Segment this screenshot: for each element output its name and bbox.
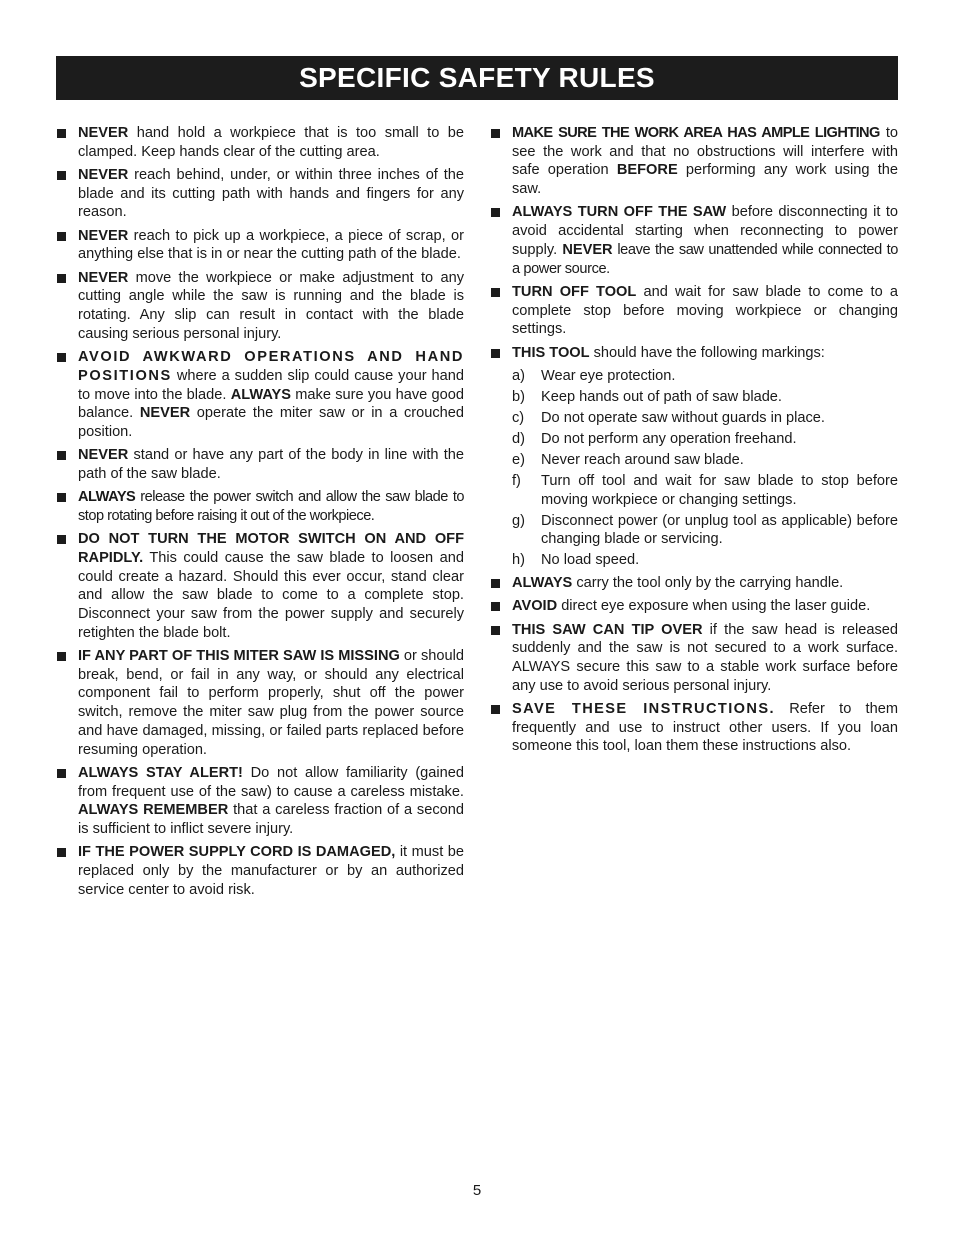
- marking-letter: f): [512, 472, 521, 489]
- square-bullet-icon: [491, 705, 500, 714]
- square-bullet-icon: [57, 232, 66, 241]
- marking-letter: e): [512, 451, 525, 468]
- rule-lead: AVOID AWKWARD OPERATIONS AND HAND POSITIONS: [78, 349, 464, 384]
- marking-text: Wear eye protection.: [541, 367, 676, 384]
- square-bullet-icon: [491, 129, 500, 138]
- marking-text: Disconnect power (or unplug tool as applicable) before changing blade or servicing.: [541, 512, 898, 548]
- rule-emphasis: BEFORE: [616, 162, 678, 179]
- marking-letter: d): [512, 430, 525, 447]
- rule-lead: THIS SAW CAN TIP OVER: [512, 621, 703, 638]
- rule-text: stand or have any part of the body in line with the path of the saw blade.: [78, 447, 464, 482]
- right-column: [490, 124, 898, 761]
- marking-item: [512, 512, 898, 549]
- rule-item: [56, 227, 464, 264]
- rule-text: performing any work using the saw.: [512, 162, 898, 198]
- marking-item: [512, 430, 898, 449]
- rule-text: it must be replaced only by the manufacturer or by an authorized service center to avoid risk.: [78, 844, 464, 898]
- left-column: [56, 124, 464, 904]
- rule-item: [56, 446, 464, 483]
- rule-text: should have the following markings:: [589, 344, 825, 361]
- rule-lead: TURN OFF TOOL: [512, 283, 637, 300]
- marking-text: Keep hands out of path of saw blade.: [541, 388, 782, 405]
- page-title: SPECIFIC SAFETY RULES: [299, 62, 655, 93]
- rule-item: [490, 621, 898, 696]
- rule-lead: NEVER: [78, 125, 129, 141]
- square-bullet-icon: [57, 451, 66, 460]
- rule-lead: NEVER: [78, 167, 129, 183]
- rule-item: [56, 488, 464, 525]
- rule-lead: DO NOT TURN THE MOTOR SWITCH ON AND OFF RAPIDLY.: [78, 531, 464, 566]
- rule-item: [56, 764, 464, 839]
- square-bullet-icon: [491, 208, 500, 217]
- rule-item: [56, 166, 464, 222]
- rule-emphasis: ALWAYS REMEMBER: [78, 802, 229, 819]
- rule-text: that a careless fraction of a second is sufficient to inflict severe injury.: [78, 802, 464, 837]
- marking-letter: a): [512, 367, 525, 384]
- rule-text: reach behind, under, or within three inches of the blade and its cutting path with hands and fingers for any reason.: [78, 167, 464, 221]
- square-bullet-icon: [491, 602, 500, 611]
- rule-text: release the power switch and allow the saw blade to stop rotating before raising it out of the workpiece.: [78, 489, 464, 524]
- rule-text: operate the miter saw or in a crouched position.: [78, 405, 465, 440]
- rule-text: where a sudden slip could cause your hand to move into the blade.: [78, 367, 464, 403]
- rule-item: [56, 647, 464, 759]
- square-bullet-icon: [57, 129, 66, 138]
- rule-item: [56, 124, 464, 161]
- square-bullet-icon: [491, 288, 500, 297]
- marking-item: [512, 451, 898, 470]
- rule-lead: MAKE SURE THE WORK AREA HAS AMPLE LIGHTING: [512, 125, 880, 141]
- marking-letter: c): [512, 409, 525, 426]
- rule-emphasis: ALWAYS: [230, 386, 291, 403]
- square-bullet-icon: [57, 848, 66, 857]
- rule-item: [490, 700, 898, 756]
- rule-text: or should break, bend, or fail in any way, or should any electrical component fail to perform properly, shut off the power switch, remove the miter saw plug from the power source and have damaged, missing, or failed parts replaced before resuming operation.: [78, 648, 464, 758]
- square-bullet-icon: [57, 535, 66, 544]
- square-bullet-icon: [57, 652, 66, 661]
- rule-item: [490, 203, 898, 278]
- rule-text: if the saw head is released suddenly and the saw is not secured to a work surface. ALWAYS secure this saw to a stable work surface before any use to avoid serious personal injury.: [512, 621, 898, 694]
- rule-item: [56, 843, 464, 899]
- rule-text: move the workpiece or make adjustment to any cutting angle while the saw is running and the blade is rotating. Any slip can result in contact with the blade causing serious personal injury.: [78, 269, 464, 342]
- rule-lead: IF THE POWER SUPPLY CORD IS DAMAGED,: [78, 844, 396, 861]
- marking-letter: h): [512, 552, 525, 569]
- rule-item: [56, 530, 464, 642]
- rule-item: [490, 283, 898, 339]
- rule-emphasis: NEVER: [139, 405, 191, 422]
- rule-text: to see the work and that no obstructions will interfere with safe operation: [512, 125, 898, 179]
- rule-item: [490, 124, 898, 199]
- rule-text: before disconnecting it to avoid accidental starting when reconnecting to power supply.: [512, 204, 898, 258]
- marking-text: Never reach around saw blade.: [541, 451, 744, 468]
- rule-item: [56, 348, 464, 442]
- marking-item: [512, 551, 898, 570]
- marking-text: No load speed.: [541, 552, 640, 569]
- marking-item: [512, 472, 898, 509]
- square-bullet-icon: [57, 353, 66, 362]
- square-bullet-icon: [491, 626, 500, 635]
- rule-lead: ALWAYS TURN OFF THE SAW: [512, 204, 727, 221]
- rule-emphasis: NEVER: [562, 241, 613, 258]
- marking-text: Do not operate saw without guards in place.: [541, 409, 825, 426]
- page-number: 5: [472, 1182, 482, 1199]
- rule-text: carry the tool only by the carrying handle.: [572, 574, 844, 591]
- square-bullet-icon: [57, 274, 66, 283]
- marking-item: [512, 409, 898, 428]
- marking-text: Do not perform any operation freehand.: [541, 430, 797, 447]
- rule-item: [490, 574, 898, 593]
- markings-list: [490, 367, 898, 570]
- marking-letter: b): [512, 388, 525, 405]
- rule-lead: ALWAYS: [78, 489, 136, 506]
- marking-item: [512, 367, 898, 386]
- title-bar: [56, 56, 898, 100]
- rule-item: [490, 344, 898, 363]
- rule-text: leave the saw unattended while connected to a power source.: [512, 241, 898, 277]
- rule-lead: SAVE THESE INSTRUCTIONS.: [512, 700, 775, 717]
- rule-lead: NEVER: [78, 269, 129, 286]
- square-bullet-icon: [57, 769, 66, 778]
- rule-item: [56, 269, 464, 344]
- rule-text: and wait for saw blade to come to a complete stop before moving workpiece or changing settings.: [512, 283, 898, 338]
- square-bullet-icon: [57, 493, 66, 502]
- square-bullet-icon: [491, 579, 500, 588]
- rule-lead: IF ANY PART OF THIS MITER SAW IS MISSING: [78, 648, 400, 665]
- square-bullet-icon: [57, 171, 66, 180]
- rule-text: reach to pick up a workpiece, a piece of scrap, or anything else that is in or near the cutting path of the blade.: [78, 227, 464, 263]
- marking-item: [512, 388, 898, 407]
- rule-item: [490, 597, 898, 616]
- rule-lead: THIS TOOL: [512, 344, 590, 361]
- rule-text: Refer to them frequently and use to instruct other users. If you loan someone this tool, loan them these instructions also.: [512, 700, 899, 755]
- rule-text: hand hold a workpiece that is too small to be clamped. Keep hands clear of the cutting area.: [78, 125, 464, 160]
- rule-text: This could cause the saw blade to loosen and could create a hazard. Should this ever occur, stand clear and allow the saw blade to come to a complete stop. Disconnect your saw from the power supply and securely retighten the blade bolt.: [78, 549, 464, 641]
- rule-text: direct eye exposure when using the laser guide.: [557, 598, 871, 615]
- rule-text: make sure you have good balance.: [78, 386, 464, 422]
- marking-letter: g): [512, 512, 525, 529]
- square-bullet-icon: [491, 349, 500, 358]
- rule-text: Do not allow familiarity (gained from frequent use of the saw) to cause a careless mistake.: [78, 764, 465, 800]
- rule-lead: ALWAYS: [512, 574, 573, 591]
- marking-text: Turn off tool and wait for saw blade to stop before moving workpiece or changing settings.: [541, 472, 898, 508]
- rule-lead: ALWAYS STAY ALERT!: [78, 764, 243, 781]
- rule-lead: NEVER: [78, 447, 129, 464]
- rule-lead: AVOID: [512, 598, 558, 615]
- rule-lead: NEVER: [78, 227, 129, 244]
